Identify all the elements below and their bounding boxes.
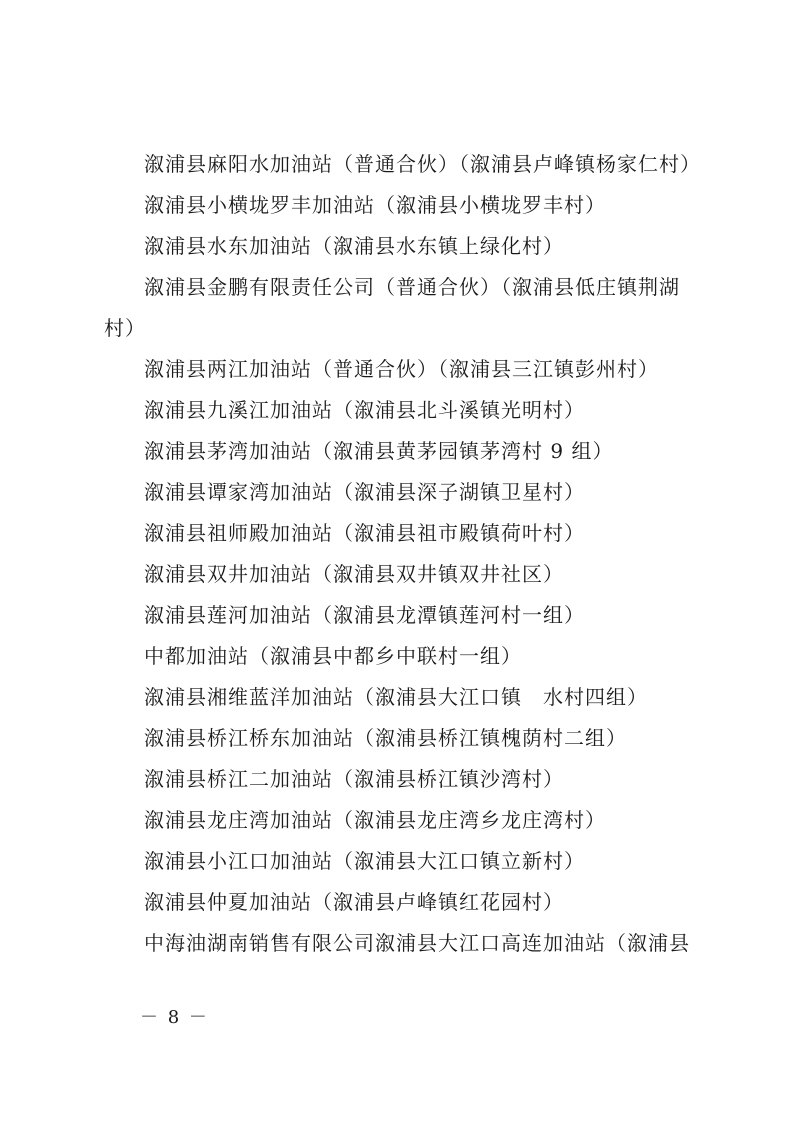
paragraph: 溆浦县祖师殿加油站（溆浦县祖市殿镇荷叶村） xyxy=(144,521,585,545)
paragraph: 溆浦县水东加油站（溆浦县水东镇上绿化村） xyxy=(144,234,564,258)
paragraph: 溆浦县麻阳水加油站（普通合伙）（溆浦县卢峰镇杨家仁村） xyxy=(144,152,701,176)
paragraph: 溆浦县九溪江加油站（溆浦县北斗溪镇光明村） xyxy=(144,398,585,422)
paragraph: 溆浦县小江口加油站（溆浦县大江口镇立新村） xyxy=(144,849,585,873)
paragraph: 溆浦县双井加油站（溆浦县双井镇双井社区） xyxy=(144,562,564,586)
paragraph: 中都加油站（溆浦县中都乡中联村一组） xyxy=(144,644,522,668)
paragraph: 溆浦县桥江桥东加油站（溆浦县桥江镇槐荫村二组） xyxy=(144,726,627,750)
paragraph: 溆浦县仲夏加油站（溆浦县卢峰镇红花园村） xyxy=(144,890,564,914)
paragraph: 溆浦县谭家湾加油站（溆浦县深子湖镇卫星村） xyxy=(144,480,585,504)
paragraph: 溆浦县茅湾加油站（溆浦县黄茅园镇茅湾村 9 组） xyxy=(144,439,614,463)
page-number: － 8 － xyxy=(140,1007,209,1028)
paragraph: 溆浦县两江加油站（普通合伙）（溆浦县三江镇彭州村） xyxy=(144,357,659,381)
paragraph: 溆浦县龙庄湾加油站（溆浦县龙庄湾乡龙庄湾村） xyxy=(144,808,606,832)
paragraph: 溆浦县湘维蓝洋加油站（溆浦县大江口镇 水村四组） xyxy=(144,685,648,709)
paragraph: 溆浦县莲河加油站（溆浦县龙潭镇莲河村一组） xyxy=(144,603,585,627)
body-text xyxy=(104,144,704,964)
paragraph: 中海油湖南销售有限公司溆浦县大江口高连加油站（溆浦县 xyxy=(144,931,690,955)
paragraph: 溆浦县小横垅罗丰加油站（溆浦县小横垅罗丰村） xyxy=(144,193,606,217)
paragraph: 溆浦县金鹏有限责任公司（普通合伙）（溆浦县低庄镇荆湖村） xyxy=(104,275,680,340)
paragraph: 溆浦县桥江二加油站（溆浦县桥江镇沙湾村） xyxy=(144,767,564,791)
